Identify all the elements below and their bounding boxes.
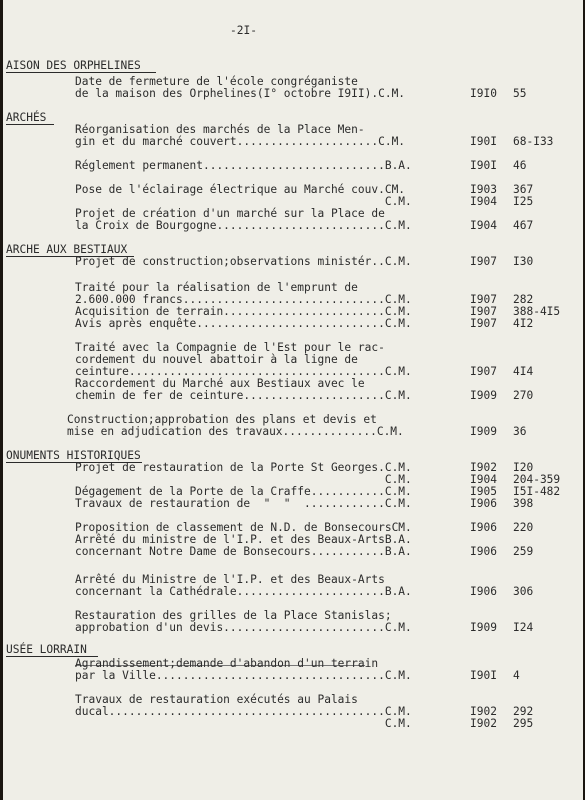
entry-text: Arrêté du Ministre de l'I.P. et des Beaux-Arts (75, 573, 385, 586)
entry-text: Proposition de classement de N.D. de BonsecoursCM. (75, 521, 412, 534)
entry-year: I904 (470, 195, 497, 208)
entry-text: Pose de l'éclairage électrique au Marché couv.CM. (75, 183, 406, 196)
entry-page-ref: 270 (513, 389, 534, 402)
entry-year: I902 (470, 461, 497, 474)
entry-text: concernant Notre Dame de Bonsecours...........B.A. (75, 545, 412, 558)
section-heading-text: ARCHE AUX BESTIAUX (6, 243, 128, 256)
entry-year: I90I (470, 669, 497, 682)
section-heading (6, 112, 46, 124)
entry-text: la Croix de Bourgogne.........................C.M. (75, 219, 412, 232)
entry-text: concernant la Cathédrale......................B.A. (75, 585, 412, 598)
entry-text: ducal.........................................C.M. (75, 705, 412, 718)
entry-text: Acquisition de terrain........................C.M. (75, 305, 412, 318)
entry-year: I909 (470, 621, 497, 634)
entry-text: C.M. (75, 195, 412, 208)
entry-page-ref: I30 (513, 255, 534, 268)
entry-year: I903 (470, 183, 497, 196)
document-page (3, 0, 583, 800)
entry-page-ref: I24 (513, 621, 534, 634)
entry-page-ref: 4I2 (513, 317, 534, 330)
section-heading-text: USÉE LORRAIN (6, 643, 87, 656)
entry-year: I905 (470, 485, 497, 498)
entry-year: I907 (470, 293, 497, 306)
entry-text: Réorganisation des marchés de la Place Men- (75, 123, 365, 136)
entry-page-ref: 4I4 (513, 365, 534, 378)
entry-year: I909 (470, 425, 497, 438)
entry-text: Raccordement du Marché aux Bestiaux avec le (75, 377, 365, 390)
entry-text: Projet de création d'un marché sur la Place de (75, 207, 385, 220)
entry-text: 2.600.000 francs..............................C.M. (75, 293, 412, 306)
entry-page-ref: 295 (513, 717, 534, 730)
entry-year: I902 (470, 717, 497, 730)
entry-page-ref: 36 (513, 425, 527, 438)
entry-text: par la Ville..................................C.M. (75, 669, 412, 682)
page-number: -2I- (230, 24, 257, 37)
entry-text: Traité avec la Compagnie de l'Est pour le rac- (75, 341, 385, 354)
entry-page-ref: 367 (513, 183, 534, 196)
section-heading-text: ARCHÉS (6, 111, 47, 124)
entry-text: Projet de restauration de la Porte St Georges.C.M. (75, 461, 412, 474)
entry-year: I907 (470, 317, 497, 330)
entry-year: I909 (470, 389, 497, 402)
entry-page-ref: 204-359 (513, 473, 561, 486)
entry-page-ref: 306 (513, 585, 534, 598)
entry-text: Travaux de restauration exécutés au Palais (75, 693, 358, 706)
entry-text: Date de fermeture de l'école congréganiste (75, 75, 358, 88)
entry-page-ref: 282 (513, 293, 534, 306)
entry-text: Construction;approbation des plans et devis et (67, 413, 377, 426)
entry-text: Agrandissement;demande d'abandon d'un terrain (75, 657, 379, 670)
entry-year: I904 (470, 473, 497, 486)
section-heading (6, 60, 141, 72)
entry-year: I907 (470, 255, 497, 268)
entry-year: I9I0 (470, 87, 497, 100)
entry-year: I906 (470, 585, 497, 598)
entry-page-ref: 292 (513, 705, 534, 718)
entry-text: de la maison des Orphelines(I° octobre I9II).C.M. (75, 87, 406, 100)
entry-text: Restauration des grilles de la Place Stanislas; (75, 609, 392, 622)
entry-year: I902 (470, 705, 497, 718)
entry-text: Avis après enquête............................C.M. (75, 317, 412, 330)
entry-page-ref: 388-4I5 (513, 305, 561, 318)
entry-text: gin et du marché couvert.....................C.M. (75, 135, 406, 148)
entry-year: I904 (470, 219, 497, 232)
entry-page-ref: 259 (513, 545, 534, 558)
entry-text: Réglement permanent...........................B.A. (75, 159, 412, 172)
entry-year: I906 (470, 497, 497, 510)
entry-year: I90I (470, 135, 497, 148)
entry-text: chemin de fer de ceinture.....................C.M. (75, 389, 412, 402)
section-heading-text: ONUMENTS HISTORIQUES (6, 449, 141, 462)
entry-year: I906 (470, 521, 497, 534)
entry-year: I906 (470, 545, 497, 558)
entry-text: Dégagement de la Porte de la Craffe...........C.M. (75, 485, 412, 498)
entry-year: I907 (470, 365, 497, 378)
entry-page-ref: I25 (513, 195, 534, 208)
entry-text: mise en adjudication des travaux..............C.M. (67, 425, 404, 438)
entry-page-ref: 220 (513, 521, 534, 534)
entry-text: ceinture......................................C.M. (75, 365, 412, 378)
entry-text: approbation d'un devis........................C.M. (75, 621, 412, 634)
entry-page-ref: 55 (513, 87, 527, 100)
entry-page-ref: I5I-482 (513, 485, 561, 498)
entry-page-ref: I20 (513, 461, 534, 474)
section-heading-text: AISON DES ORPHELINES (6, 59, 141, 72)
entry-page-ref: 68-I33 (513, 135, 554, 148)
entry-page-ref: 4 (513, 669, 520, 682)
entry-year: I90I (470, 159, 497, 172)
section-underline (6, 72, 156, 73)
entry-text: cordement du nouvel abattoir à la ligne de (75, 353, 358, 366)
entry-year: I907 (470, 305, 497, 318)
entry-text: Arrêté du ministre de l'I.P. et des Beaux-ArtsB.A. (75, 533, 412, 546)
entry-text: Travaux de restauration de " " ............C.M. (75, 497, 412, 510)
entry-page-ref: 398 (513, 497, 534, 510)
entry-text: C.M. (75, 473, 412, 486)
entry-text: Traité pour la réalisation de l'emprunt de (75, 281, 358, 294)
entry-page-ref: 46 (513, 159, 527, 172)
section-heading (6, 644, 87, 656)
entry-page-ref: 467 (513, 219, 534, 232)
entry-text: Projet de construction;observations ministér..C.M. (75, 255, 412, 268)
entry-text: C.M. (75, 717, 412, 730)
section-underline (6, 124, 54, 125)
